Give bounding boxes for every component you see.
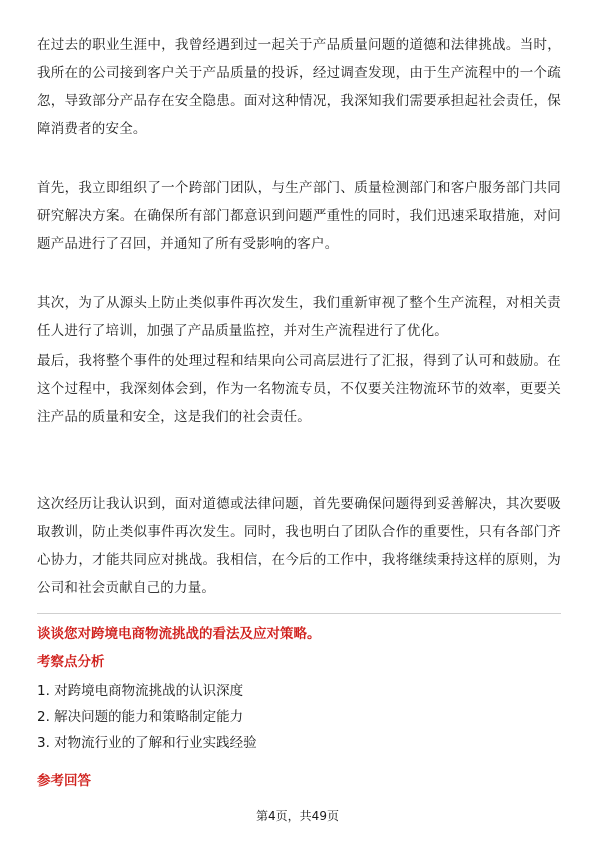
section-divider — [37, 613, 561, 614]
body-paragraph: 在过去的职业生涯中，我曾经遇到过一起关于产品质量问题的道德和法律挑战。当时，我所在的公司接到客户关于产品质量的投诉，经过调查发现，由于生产流程中的一个疏忽，导致部分产品存在安全隐患。面对这种情况，我深知我们需要承担起社会责任，保障消费者的安全。 — [37, 37, 561, 137]
analysis-points-list — [37, 678, 257, 756]
analysis-heading: 考察点分析 — [37, 654, 105, 670]
analysis-point: 2. 解决问题的能力和策略制定能力 — [37, 709, 244, 725]
page-number-footer: 第4页，共49页 — [256, 809, 339, 823]
analysis-point: 3. 对物流行业的了解和行业实践经验 — [37, 735, 257, 751]
reference-answer-heading: 参考回答 — [37, 773, 91, 789]
body-paragraph: 其次，为了从源头上防止类似事件再次发生，我们重新审视了整个生产流程，对相关责任人进行了培训，加强了产品质量监控，并对生产流程进行了优化。 — [37, 295, 561, 339]
body-paragraph: 首先，我立即组织了一个跨部门团队，与生产部门、质量检测部门和客户服务部门共同研究解决方案。在确保所有部门都意识到问题严重性的同时，我们迅速采取措施，对问题产品进行了召回，并通知了所有受影响的客户。 — [37, 180, 561, 252]
body-paragraph: 这次经历让我认识到，面对道德或法律问题，首先要确保问题得到妥善解决，其次要吸取教训，防止类似事件再次发生。同时，我也明白了团队合作的重要性，只有各部门齐心协力，才能共同应对挑战。我相信，在今后的工作中，我将继续秉持这样的原则，为公司和社会贡献自己的力量。 — [37, 496, 561, 596]
body-paragraph: 最后，我将整个事件的处理过程和结果向公司高层进行了汇报，得到了认可和鼓励。在这个过程中，我深刻体会到，作为一名物流专员，不仅要关注物流环节的效率，更要关注产品的质量和安全，这是我们的社会责任。 — [37, 353, 561, 425]
interview-question: 谈谈您对跨境电商物流挑战的看法及应对策略。 — [37, 626, 321, 642]
analysis-point: 1. 对跨境电商物流挑战的认识深度 — [37, 683, 244, 699]
